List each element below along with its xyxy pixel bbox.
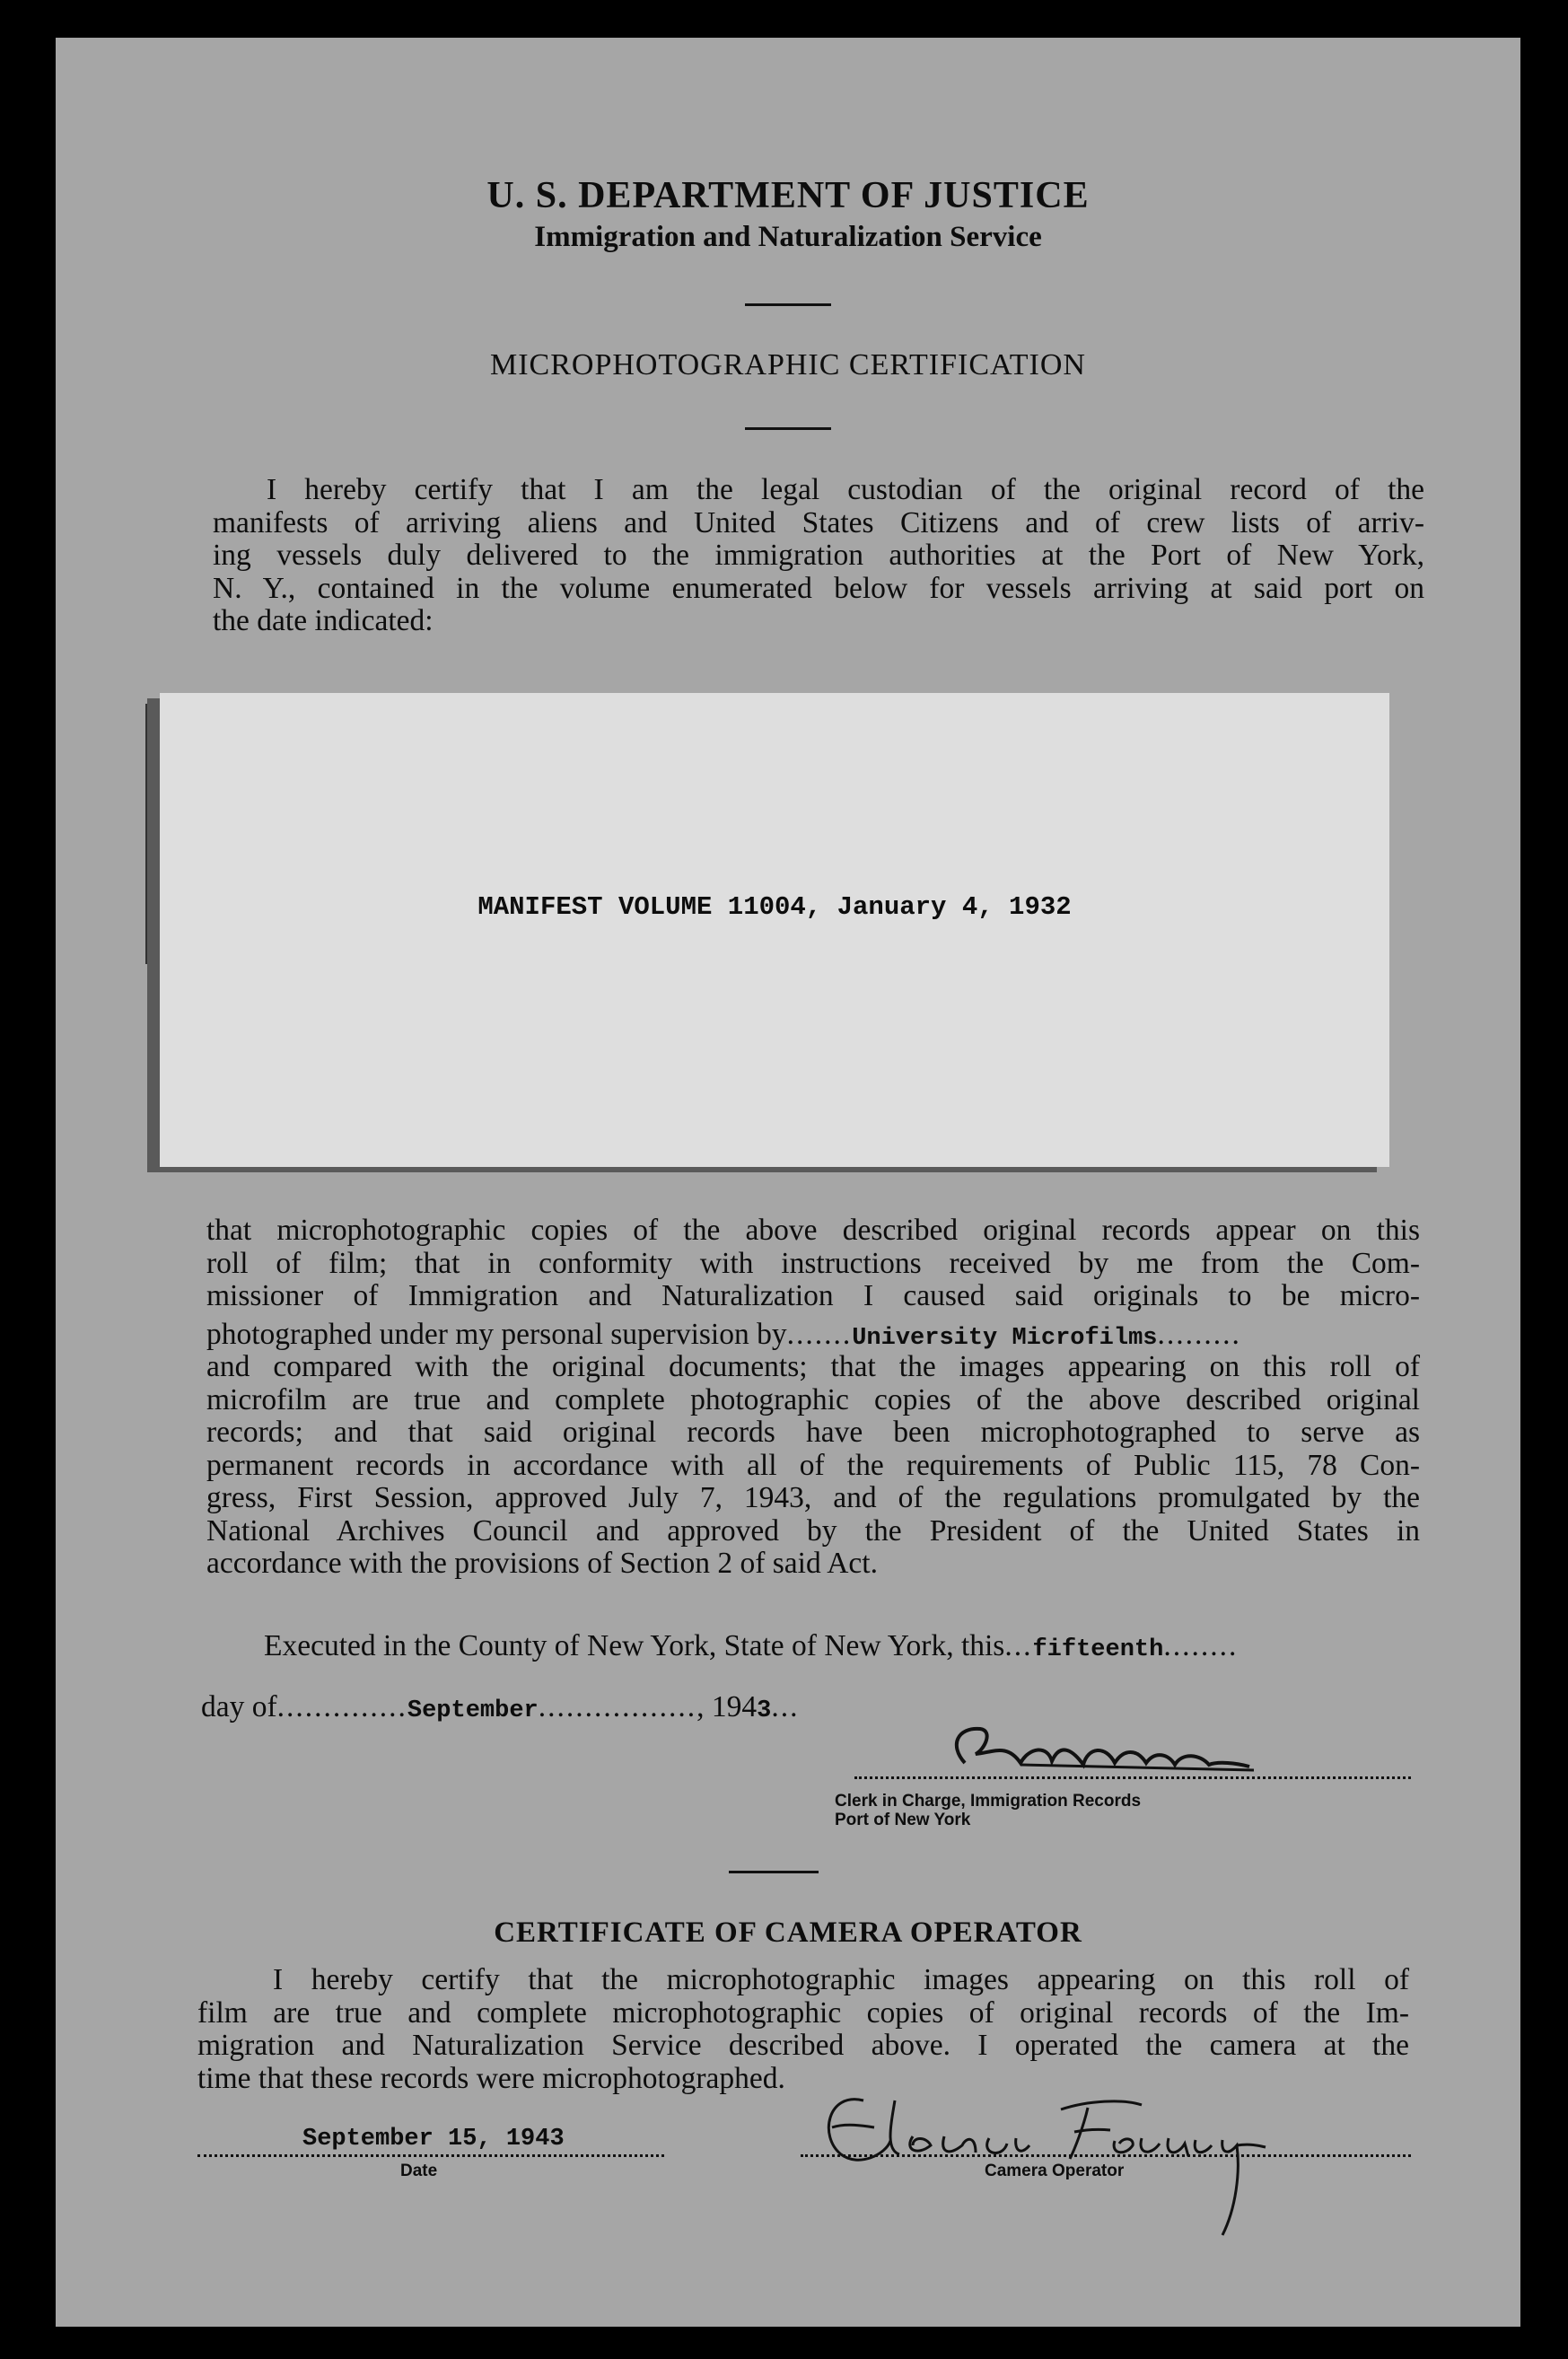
text-line: N. Y., contained in the volume enumerated below for vessels arriving at said port on bbox=[213, 571, 1424, 605]
dot-leader: ... bbox=[771, 1690, 800, 1723]
text-line: I hereby certify that I am the legal custodian of the original record of the bbox=[267, 473, 1424, 506]
year-prefix: , 194 bbox=[696, 1690, 758, 1723]
text-line: microfilm are true and complete photographic copies of the above described original bbox=[206, 1382, 1420, 1416]
text-line: missioner of Immigration and Naturalization I caused said originals to be micro- bbox=[206, 1279, 1420, 1312]
clerk-signature bbox=[895, 1709, 1362, 1790]
agency-heading: U. S. DEPARTMENT OF JUSTICE bbox=[486, 175, 1090, 216]
intro-paragraph bbox=[213, 474, 1424, 638]
bureau-subheading: Immigration and Naturalization Service bbox=[534, 221, 1042, 253]
certificate-page bbox=[56, 38, 1520, 2327]
text-line: film are true and complete microphotographic copies of original records of the Im- bbox=[197, 1995, 1409, 2030]
text-line: permanent records in accordance with all of the requirements of Public 115, 78 Con- bbox=[206, 1448, 1420, 1482]
card-shadow bbox=[145, 704, 154, 964]
text-line: and compared with the original documents; that the images appearing on this roll of bbox=[206, 1350, 1420, 1383]
date-line bbox=[197, 2154, 664, 2157]
clerk-title-line1: Clerk in Charge, Immigration Records bbox=[835, 1792, 1142, 1811]
executed-day: fifteenth bbox=[1032, 1636, 1164, 1663]
clerk-title-line2: Port of New York bbox=[835, 1811, 971, 1829]
date-value: September 15, 1943 bbox=[302, 2126, 565, 2153]
dot-leader: .............. bbox=[276, 1690, 407, 1723]
divider bbox=[745, 427, 831, 430]
clerk-title bbox=[835, 1792, 1141, 1829]
text-line: I hereby certify that the microphotographic images appearing on this roll of bbox=[273, 1963, 1409, 1996]
text-line: roll of film; that in conformity with instructions received by me from the Com- bbox=[206, 1246, 1420, 1280]
body-paragraph bbox=[206, 1215, 1420, 1581]
supervision-line bbox=[206, 1319, 1420, 1352]
supervision-by: University Microfilms bbox=[852, 1324, 1158, 1352]
operator-signature bbox=[801, 2074, 1357, 2244]
text-line: National Archives Council and approved by the President of the United States in bbox=[206, 1513, 1420, 1548]
volume-card bbox=[160, 693, 1389, 1167]
text-line: records; and that said original records have been microphotographed to serve as bbox=[206, 1416, 1420, 1449]
day-of-label: day of bbox=[201, 1690, 277, 1723]
day-of-line bbox=[201, 1691, 799, 1728]
certification-title: MICROPHOTOGRAPHIC CERTIFICATION bbox=[489, 348, 1086, 381]
text-line: the date indicated: bbox=[213, 604, 434, 637]
divider bbox=[729, 1871, 819, 1873]
camera-certificate-title: CERTIFICATE OF CAMERA OPERATOR bbox=[494, 1916, 1082, 1949]
text-line: migration and Naturalization Service described above. I operated the camera at the bbox=[197, 2029, 1409, 2062]
text-line: manifests of arriving aliens and United States Citizens and of crew lists of arriv- bbox=[213, 505, 1424, 539]
dot-leader: ........ bbox=[1163, 1629, 1239, 1662]
text-line: ing vessels duly delivered to the immigration authorities at the Port of New York, bbox=[213, 539, 1424, 572]
operator-label: Camera Operator bbox=[985, 2162, 1125, 2180]
supervision-prefix: photographed under my personal supervision by bbox=[206, 1317, 787, 1351]
executed-line bbox=[264, 1630, 1238, 1667]
text-line: gress, First Session, approved July 7, 1943, and of the regulations promulgated by the bbox=[206, 1481, 1420, 1514]
date-label: Date bbox=[400, 2162, 438, 2180]
year-digit: 3 bbox=[757, 1697, 772, 1724]
dot-leader: ... bbox=[1004, 1629, 1033, 1662]
dot-leader: ......... bbox=[1157, 1317, 1241, 1351]
text-line: accordance with the provisions of Section 2 of said Act. bbox=[206, 1547, 878, 1580]
dot-leader: ................. bbox=[538, 1690, 697, 1723]
dot-leader: ....... bbox=[786, 1317, 853, 1351]
text-line: time that these records were microphotographed. bbox=[197, 2061, 785, 2095]
divider bbox=[745, 303, 831, 306]
month-value: September bbox=[407, 1697, 539, 1724]
manifest-volume: MANIFEST VOLUME 11004, January 4, 1932 bbox=[477, 892, 1072, 922]
text-line: that microphotographic copies of the above described original records appear on this bbox=[206, 1214, 1420, 1247]
executed-prefix: Executed in the County of New York, State of New York, this bbox=[264, 1629, 1005, 1662]
